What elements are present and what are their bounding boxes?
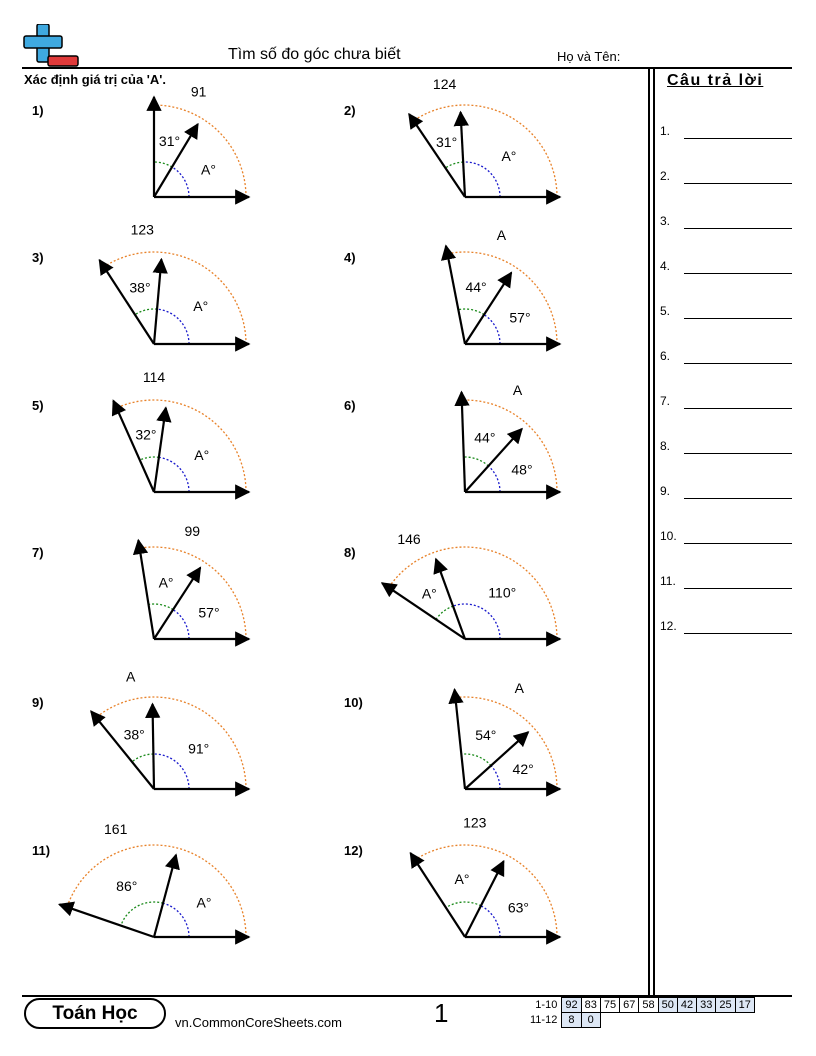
lower-angle-label: A° (196, 894, 212, 911)
angle-ray (409, 114, 465, 197)
problem-number: 7) (32, 545, 44, 560)
angle-ray (154, 408, 166, 492)
answer-number: 7. (660, 394, 671, 408)
score-key-row (530, 998, 754, 1013)
total-angle-arc (447, 252, 557, 344)
name-field-label: Họ và Tên: (557, 49, 621, 64)
lower-angle-label: 48° (511, 461, 533, 478)
score-key-cell: 17 (735, 998, 754, 1013)
inner-angle-label: A° (158, 574, 174, 591)
total-angle-label: A (126, 668, 136, 685)
upper-angle-arc (140, 457, 159, 460)
lower-angle-label: 91° (188, 740, 210, 757)
problem-number: 10) (344, 695, 363, 710)
score-key-cell: 8 (562, 1013, 581, 1028)
problem-number: 6) (344, 398, 356, 413)
brand-badge: Toán Học (24, 998, 166, 1029)
lower-angle-arc (153, 754, 189, 789)
total-angle-arc (67, 845, 246, 937)
score-key-range: 1-10 (535, 999, 558, 1011)
inner-angle-label: 31° (436, 133, 458, 150)
upper-angle-arc (464, 457, 489, 466)
score-key-cell: 33 (697, 998, 716, 1013)
problem-number: 12) (344, 843, 363, 858)
lower-angle-label: 57° (509, 309, 531, 326)
answer-number: 11. (660, 574, 676, 588)
total-angle-label: 123 (130, 221, 154, 238)
inner-angle-label: 44° (465, 279, 487, 296)
angle-ray (411, 853, 465, 937)
lower-angle-label: 57° (198, 604, 220, 621)
answer-number: 1. (660, 124, 671, 138)
score-key-cell: 83 (581, 998, 600, 1013)
inner-angle-label: A° (421, 585, 437, 602)
total-angle-label: A (514, 680, 524, 697)
angle-ray (59, 904, 154, 937)
inner-angle-label: 31° (158, 133, 181, 150)
answer-number: 2. (660, 169, 671, 183)
score-key-cell: 0 (581, 1013, 600, 1028)
problem-number: 1) (32, 103, 44, 118)
answer-number: 6. (660, 349, 671, 363)
score-key-cell: 50 (658, 998, 677, 1013)
total-angle-label: 124 (432, 75, 457, 92)
total-angle-label: 123 (463, 814, 487, 831)
score-key-row (530, 1013, 754, 1028)
lower-angle-arc (488, 466, 500, 492)
score-key-cell: 67 (620, 998, 639, 1013)
total-angle-arc (455, 697, 557, 789)
problem-number: 5) (32, 398, 44, 413)
upper-angle-arc (436, 606, 453, 619)
lower-angle-arc (173, 610, 189, 639)
total-angle-label: 99 (184, 522, 201, 539)
inner-angle-label: 38° (129, 279, 151, 296)
upper-angle-arc (458, 309, 484, 315)
site-url: vn.CommonCoreSheets.com (175, 1015, 342, 1030)
angle-ray (91, 711, 154, 789)
angle-ray (113, 401, 157, 492)
lower-angle-arc (491, 766, 500, 789)
worksheet-title: Tìm số đo góc chưa biết (228, 46, 401, 63)
lower-angle-arc (481, 906, 500, 937)
score-key-cell: 92 (562, 998, 581, 1013)
instructions: Xác định giá trị của 'A'. (24, 72, 166, 87)
angle-ray (154, 855, 176, 937)
answers-title: Câu trả lời (667, 72, 764, 89)
angle-ray (436, 559, 465, 639)
total-angle-label: 146 (397, 531, 421, 548)
answer-number: 10. (660, 529, 677, 543)
lower-angle-arc (172, 167, 189, 197)
inner-angle-label: 38° (123, 726, 145, 743)
lower-angle-arc (159, 457, 189, 492)
score-key-range: 11-12 (530, 1014, 558, 1026)
total-angle-arc (117, 400, 246, 492)
problem-number: 2) (344, 103, 356, 118)
answer-number: 4. (660, 259, 671, 273)
score-key-cell: 42 (677, 998, 696, 1013)
angle-ray (465, 861, 504, 937)
total-angle-label: A (496, 227, 507, 244)
angle-ray (446, 246, 465, 344)
lower-angle-label: A° (201, 161, 216, 178)
lower-angle-arc (484, 315, 500, 344)
lower-angle-arc (163, 903, 189, 937)
score-key (530, 997, 755, 1028)
upper-angle-arc (461, 754, 491, 766)
upper-angle-arc (135, 309, 157, 315)
answer-number: 3. (660, 214, 671, 228)
lower-angle-label: 110° (488, 584, 517, 601)
total-angle-label: 114 (142, 369, 166, 385)
lower-angle-label: A° (194, 446, 210, 463)
upper-angle-arc (446, 902, 481, 908)
inner-angle-label: A° (454, 871, 470, 888)
upper-angle-arc (121, 902, 163, 926)
answer-number: 8. (660, 439, 671, 453)
upper-angle-arc (132, 754, 153, 762)
upper-angle-arc (149, 604, 174, 610)
answer-number: 5. (660, 304, 671, 318)
angle-ray (154, 259, 161, 344)
total-angle-arc (140, 547, 246, 639)
problem-number: 11) (32, 843, 51, 858)
score-key-cell: 58 (639, 998, 658, 1013)
total-angle-arc (154, 105, 246, 197)
lower-angle-arc (453, 604, 500, 639)
total-angle-arc (389, 547, 557, 639)
answer-number: 12. (660, 619, 677, 633)
inner-angle-label: 44° (474, 429, 496, 446)
lower-angle-label: A° (193, 297, 209, 314)
lower-angle-label: 63° (507, 899, 530, 916)
angle-ray (461, 112, 465, 197)
total-angle-label: 91 (190, 83, 207, 100)
angle-ray (153, 704, 154, 789)
lower-angle-arc (463, 162, 500, 197)
upper-angle-arc (154, 162, 172, 167)
lower-angle-arc (157, 309, 189, 344)
answer-number: 9. (660, 484, 671, 498)
score-key-cell: 25 (716, 998, 735, 1013)
problem-number: 9) (32, 695, 44, 710)
problem-number: 4) (344, 250, 356, 265)
inner-angle-label: 86° (116, 877, 138, 894)
total-angle-arc (96, 697, 246, 789)
score-key-cell: 75 (600, 998, 619, 1013)
lower-angle-label: 42° (512, 761, 534, 778)
lower-angle-label: A° (501, 147, 517, 164)
upper-angle-arc (445, 162, 463, 168)
problem-number: 8) (344, 545, 356, 560)
angle-ray (100, 260, 154, 344)
total-angle-label: 161 (104, 820, 128, 837)
angle-ray (138, 540, 154, 639)
total-angle-label: A (512, 382, 523, 399)
problem-number: 3) (32, 250, 44, 265)
angle-ray (462, 392, 465, 492)
angle-ray (455, 690, 465, 789)
inner-angle-label: 32° (135, 426, 157, 443)
inner-angle-label: 54° (475, 726, 497, 743)
page-number: 1 (434, 998, 449, 1028)
